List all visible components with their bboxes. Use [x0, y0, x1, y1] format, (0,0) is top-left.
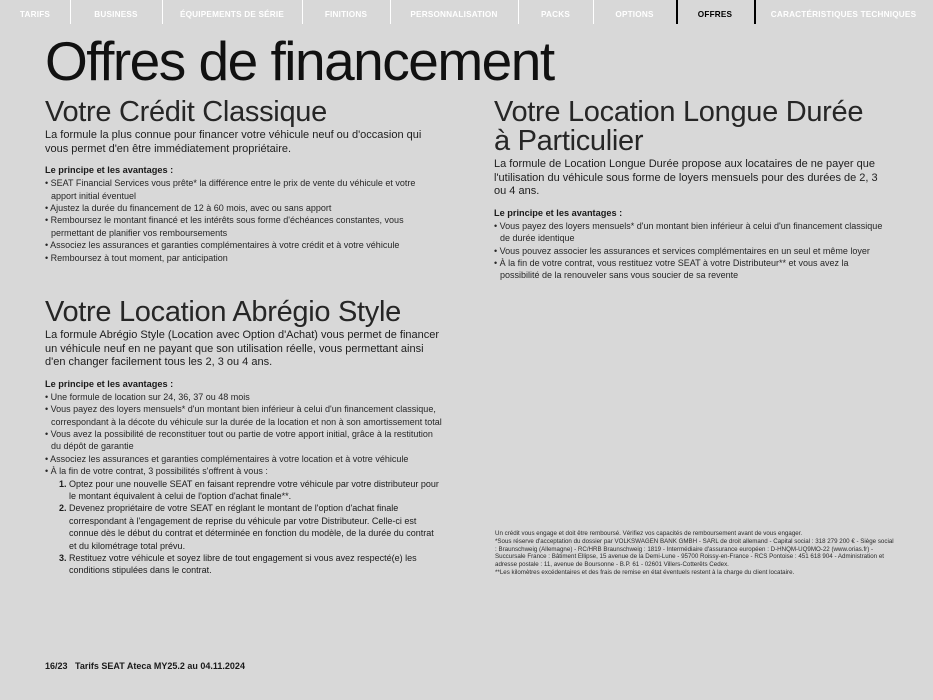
- list-item: • Une formule de location sur 24, 36, 37 ou 48 mois: [45, 391, 443, 403]
- option-text: Devenez propriétaire de votre SEAT en réglant le montant de l'option d'achat finale correspondant à l'engagement de reprise du véhicule par votre Distributeur. Celle-ci est connue dès le début du contrat et déterminée en fonction du modèle, de la durée du contrat et du kilométrage total prévu.: [69, 503, 434, 551]
- nav-tab-offres[interactable]: OFFRES: [676, 0, 754, 28]
- lld-intro: La formule de Location Longue Durée propose aux locataires de ne payer que l'utilisation du véhicule sous forme de loyers mensuels pour des durées de 2, 3 ou 4 ans.: [494, 158, 878, 198]
- list-item: • Remboursez le montant financé et les intérêts sous forme d'échéances constantes, vous permettant de planifier vos remboursements: [45, 214, 440, 239]
- list-item: [59, 502, 443, 552]
- nav-tab-business[interactable]: BUSINESS: [70, 0, 162, 28]
- legal-line: **Les kilomètres excédentaires et des frais de remise en état éventuels restent à la charge du client locataire.: [495, 568, 795, 576]
- nav-tab-personnalisation[interactable]: PERSONNALISATION: [390, 0, 518, 28]
- credit-bullet-list: [45, 177, 440, 264]
- list-item: • À la fin de votre contrat, vous restituez votre SEAT à votre Distributeur** et vous avez la possibilité de la renouveler sans vous soucier de sa revente: [494, 257, 889, 282]
- option-number: 2.: [59, 503, 67, 514]
- list-item: [59, 478, 443, 503]
- list-item: • Ajustez la durée du financement de 12 à 60 mois, avec ou sans apport: [45, 202, 440, 214]
- legal-line: Un crédit vous engage et doit être remboursé. Vérifiez vos capacités de remboursement avant de vous engager.: [495, 530, 803, 537]
- option-number: 3.: [59, 553, 67, 564]
- page-footer: 16/23 Tarifs SEAT Ateca MY25.2 au 04.11.2024: [45, 661, 245, 671]
- list-item: • Associez les assurances et garanties complémentaires à votre location et à votre véhicule: [45, 453, 443, 465]
- abregio-section: [45, 298, 443, 577]
- abregio-bullet-list: [45, 391, 443, 478]
- nav-tab-tarifs[interactable]: TARIFS: [19, 9, 51, 19]
- nav-tab-finitions[interactable]: FINITIONS: [302, 0, 390, 28]
- abregio-options-list: [59, 478, 443, 577]
- credit-classique-section: [45, 98, 440, 264]
- page-title: Offres de financement: [45, 30, 554, 92]
- nav-tab-packs[interactable]: PACKS: [518, 0, 593, 28]
- nav-tab-quipements-de-s-rie[interactable]: ÉQUIPEMENTS DE SÉRIE: [162, 0, 302, 28]
- list-item: • Vous pouvez associer les assurances et services complémentaires en un seul et même loyer: [494, 245, 889, 257]
- nav-tab-options[interactable]: OPTIONS: [593, 0, 676, 28]
- lld-heading-line1: Votre Location Longue Durée: [494, 96, 864, 128]
- list-item: • SEAT Financial Services vous prête* la différence entre le prix de vente du véhicule et votre apport initial éventuel: [45, 177, 440, 202]
- credit-intro: La formule la plus connue pour financer votre véhicule neuf ou d'occasion qui vous permet d'en être immédiatement propriétaire.: [45, 129, 422, 155]
- lld-heading-line2: à Particulier: [494, 125, 644, 157]
- option-text: Restituez votre véhicule et soyez libre de tout engagement si vous avez respecté(e) les conditions stipulées dans le contrat.: [69, 553, 417, 576]
- list-item: • Vous payez des loyers mensuels* d'un montant bien inférieur à celui d'un financement classique de durée identique: [494, 220, 889, 245]
- abregio-heading: Votre Location Abrégio Style: [45, 296, 401, 328]
- list-item: • Vous payez des loyers mensuels* d'un montant bien inférieur à celui d'un financement classique, correspondant à la décote du véhicule sur la durée de la location et non à son amortissement total: [45, 403, 443, 428]
- option-text: Optez pour une nouvelle SEAT en faisant reprendre votre véhicule par votre distributeur pour le montant équivalent à celui de l'option d'achat finale**.: [69, 478, 439, 502]
- list-item: • Vous avez la possibilité de reconstituer tout ou partie de votre apport initial, grâce à la restitution du dépôt de garantie: [45, 428, 443, 453]
- list-item: [59, 552, 443, 577]
- legal-line: *Sous réserve d'acceptation du dossier par VOLKSWAGEN BANK GMBH - SARL de droit allemand - Capital social : 318 279 200 € - Siège social : Braunschweig (Allemagne) - RC/HRB Braunschweig : 1819 - Intermédiaire d'assurance européen : D-HNQM-UQ9MO-22 (www.orias.fr) - Succursale France : Bâtiment Ellipse, 15 avenue de la Demi-Lune - 95700 Roissy-en-France - RCS Pontoise : 451 618 904 - Administration et adresse postale : 11, avenue de Boursonne - B.P. 61 - 02601 Villers-Cotterêts Cedex.: [495, 537, 894, 569]
- list-item: • Associez les assurances et garanties complémentaires à votre crédit et à votre véhicule: [45, 239, 440, 251]
- abregio-principles-title: Le principe et les avantages :: [45, 378, 174, 389]
- lld-principles-title: Le principe et les avantages :: [494, 207, 623, 218]
- list-item: • À la fin de votre contrat, 3 possibilités s'offrent à vous :: [45, 465, 443, 477]
- credit-heading: Votre Crédit Classique: [45, 96, 327, 128]
- list-item: • Remboursez à tout moment, par anticipation: [45, 252, 440, 264]
- option-number: 1.: [59, 478, 67, 489]
- legal-notice: [495, 530, 895, 577]
- credit-principles-title: Le principe et les avantages :: [45, 165, 174, 176]
- lld-bullet-list: [494, 220, 889, 282]
- abregio-intro: La formule Abrégio Style (Location avec Option d'Achat) vous permet de financer un véhicule neuf en ne payant que son utilisation réelle, vous permettant ainsi d'en changer facilement tous les 2, 3 ou 4 ans.: [45, 329, 440, 369]
- lld-section: [494, 98, 889, 282]
- nav-tab-caract-ristiques-techniques[interactable]: CARACTÉRISTIQUES TECHNIQUES: [754, 0, 933, 28]
- top-navigation: [0, 0, 933, 28]
